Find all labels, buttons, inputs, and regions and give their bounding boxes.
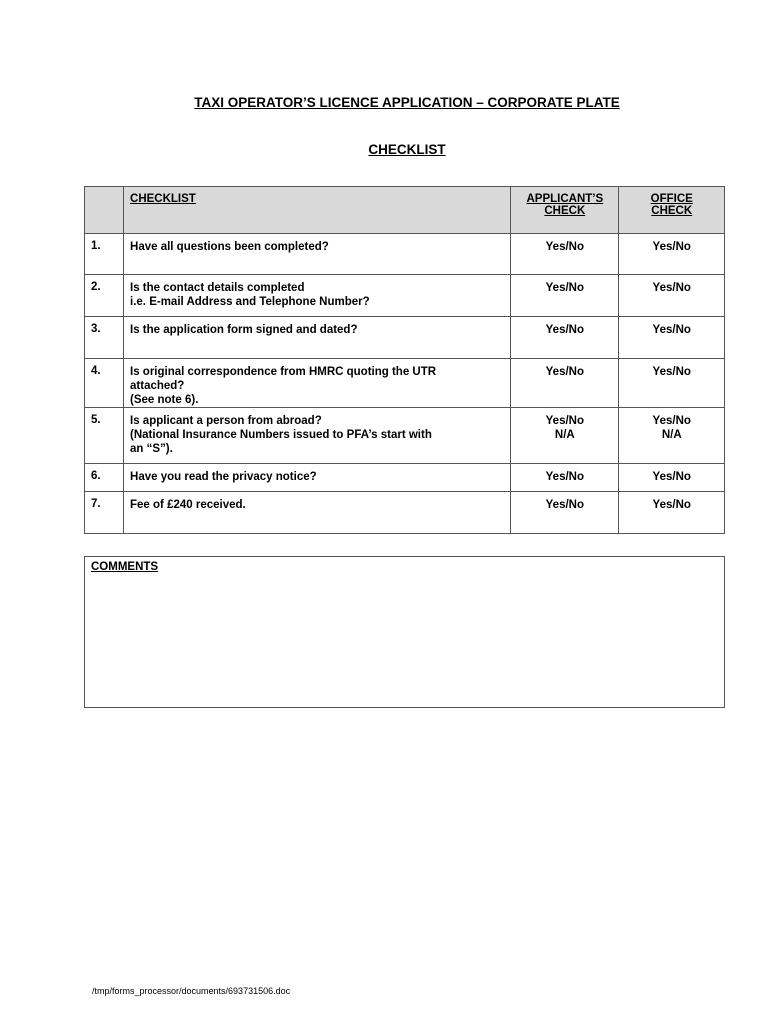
row-question [124,359,511,408]
office-check-cell[interactable] [619,464,725,492]
header-applicant-line1: APPLICANT’S [526,193,604,205]
office-check-cell[interactable] [619,359,725,408]
office-check-value: Yes/No [652,282,691,294]
question-line: i.e. E-mail Address and Telephone Number? [130,296,370,308]
question-line: (See note 6). [130,394,199,406]
table-row [85,275,725,317]
row-question [124,492,511,534]
applicant-check-cell[interactable] [511,464,619,492]
office-check-cell[interactable] [619,317,725,359]
header-checklist-cell [124,187,511,234]
table-row [85,408,725,464]
office-check-cell[interactable] [619,275,725,317]
office-check-cell[interactable] [619,492,725,534]
office-check-cell[interactable] [619,408,725,464]
table-header-row [85,187,725,234]
office-check-value: Yes/No [652,324,691,336]
applicant-check-value: Yes/No [545,241,584,253]
question-line: an “S”). [130,443,173,455]
table-row [85,359,725,408]
document-subtitle: CHECKLIST [368,142,446,157]
row-number: 5. [85,408,124,464]
header-applicant-line2: CHECK [544,205,586,217]
row-number: 4. [85,359,124,408]
question-line: (National Insurance Numbers issued to PFA’s start with [130,429,432,441]
table-row [85,317,725,359]
question-line: Have all questions been completed? [130,241,329,253]
applicant-check-value: Yes/No [545,324,584,336]
row-question [124,408,511,464]
applicant-check-value: Yes/No [545,366,584,378]
row-number: 2. [85,275,124,317]
office-check-value: Yes/No [652,499,691,511]
question-line: attached? [130,380,185,392]
office-check-value: N/A [661,429,682,441]
applicant-check-value: Yes/No [545,282,584,294]
header-office-check-cell [619,187,725,234]
question-line: Fee of £240 received. [130,499,246,511]
question-line: Is the application form signed and dated? [130,324,358,336]
applicant-check-value: Yes/No [545,471,584,483]
row-question [124,464,511,492]
row-question [124,275,511,317]
applicant-check-cell[interactable] [511,359,619,408]
applicant-check-cell[interactable] [511,492,619,534]
header-applicant-check-cell [511,187,619,234]
row-number: 7. [85,492,124,534]
applicant-check-cell[interactable] [511,234,619,275]
footer-file-path: /tmp/forms_processor/documents/693731506.doc [92,986,291,996]
applicant-check-value: Yes/No [545,415,584,427]
table-row [85,464,725,492]
row-question [124,317,511,359]
applicant-check-value: N/A [554,429,575,441]
question-line: Is original correspondence from HMRC quoting the UTR [130,366,437,378]
office-check-value: Yes/No [652,241,691,253]
applicant-check-cell[interactable] [511,317,619,359]
document-title: TAXI OPERATOR’S LICENCE APPLICATION – CORPORATE PLATE [194,95,620,110]
question-line: Is the contact details completed [130,282,305,294]
row-question [124,234,511,275]
applicant-check-cell[interactable] [511,275,619,317]
question-line: Is applicant a person from abroad? [130,415,322,427]
office-check-value: Yes/No [652,415,691,427]
checklist-table [84,186,725,534]
table-row [85,492,725,534]
row-number: 3. [85,317,124,359]
office-check-value: Yes/No [652,366,691,378]
question-line: Have you read the privacy notice? [130,471,317,483]
office-check-value: Yes/No [652,471,691,483]
comments-label: COMMENTS [91,561,159,573]
comments-box[interactable] [84,556,725,708]
header-number-cell [85,187,124,234]
checklist-body [85,234,725,534]
applicant-check-value: Yes/No [545,499,584,511]
applicant-check-cell[interactable] [511,408,619,464]
office-check-cell[interactable] [619,234,725,275]
row-number: 6. [85,464,124,492]
table-row [85,234,725,275]
row-number: 1. [85,234,124,275]
header-checklist-label: CHECKLIST [130,193,196,205]
header-office-line2: CHECK [651,205,693,217]
header-office-line1: OFFICE [650,193,693,205]
